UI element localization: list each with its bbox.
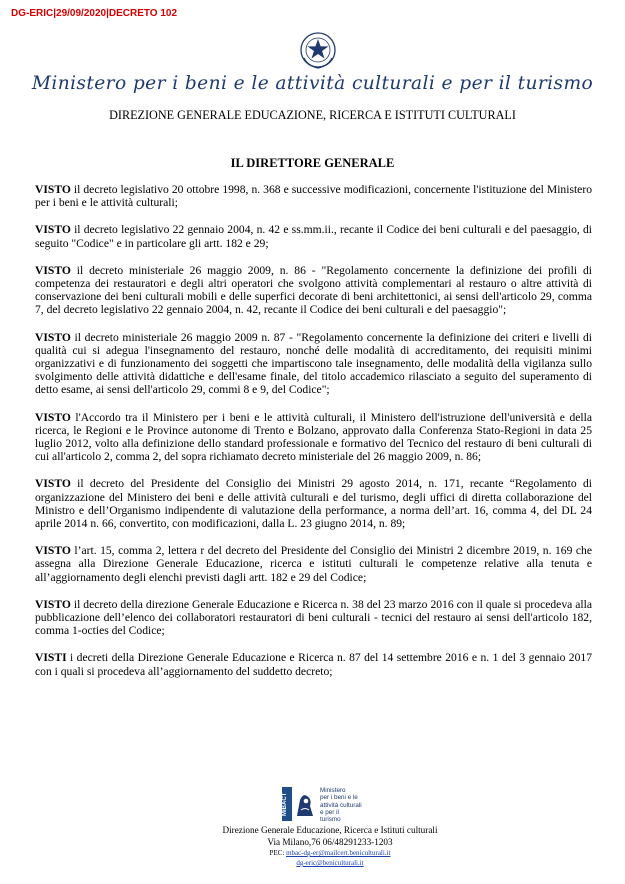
recital-keyword: VISTO [35,410,71,424]
logo-text: Ministero per i beni e le attività culturali e per il turismo [320,787,362,824]
pec-label: PEC: [269,849,287,857]
recital-paragraph [35,598,592,638]
ministry-name: Ministero per i beni e le attività culturali e per il turismo [31,72,594,94]
recital-keyword: VISTO [35,223,71,237]
mibact-mark-icon [294,790,316,818]
italian-republic-emblem-icon [298,30,338,70]
recital-keyword: VISTO [35,544,71,558]
recital-text: il decreto legislativo 20 ottobre 1998, n. 368 e successive modificazioni, concernente l'istituzione del Ministero per i beni e le attività culturali; [35,183,592,210]
document-body [35,183,592,692]
recital-keyword: VISTO [35,597,71,611]
recital-text: il decreto ministeriale 26 maggio 2009, n. 86 - "Regolamento concernente la definizione dei profili di competenza dei restauratori e degli altri operatori che svolgono attività complementari al restauro o altre attività di conservazione dei beni culturali mobili e delle superfici decorate di beni architettonici, ai sensi dell'articolo 29, comma 7, del decreto legislativo 22 gennaio 2004, n. 42, recante il Codice dei beni culturali e del paesaggio"; [35,263,592,317]
recital-paragraph [35,264,592,317]
recital-keyword: VISTI [35,651,67,665]
recital-paragraph [35,183,592,209]
recital-text: il decreto della direzione Generale Educazione e Ricerca n. 38 del 23 marzo 2016 con il quale si procedeva alla pubblicazione dell’elenco dei collaboratori restauratori di beni culturali - tecnici del restauro ai sensi dell'articolo 182, comma 1-octies del Codice; [35,597,592,638]
recital-paragraph [35,223,592,249]
recital-text: l’art. 15, comma 2, lettera r del decreto del Presidente del Consiglio dei Ministri 2 dicembre 2019, n. 169 che assegna alla Direzione Generale Educazione, ricerca e istituti culturali le competenze relative alla tenuta e all’aggiornamento degli elenchi previsti dagli artt. 182 e 29 del Codice; [35,544,592,584]
recital-text: il decreto legislativo 22 gennaio 2004, n. 42 e ss.mm.ii., recante il Codice dei beni culturali e del paesaggio, di seguito "Codice" e in particolare gli artt. 182 e 29; [35,223,592,250]
footer-pec [0,849,625,857]
recital-text: il decreto ministeriale 26 maggio 2009 n. 87 - "Regolamento concernente la definizione dei criteri e livelli di qualità cui si adegua l'insegnamento del restauro, nonché delle modalità di accreditamento, dei requisiti minimi organizzativi e di funzionamento dei soggetti che impartiscono tale insegnamento, delle modalità della vigilanza sullo svolgimento delle attività didattiche e dell'esame finale, del titolo accademico rilasciato a seguito del superamento di detto esame, ai sensi dell'articolo 29, commi 8 e 9, del Codice"; [35,330,592,397]
recital-keyword: VISTO [35,263,71,277]
recital-keyword: VISTO [35,183,71,196]
recital-paragraph [35,411,592,464]
direction-name: DIREZIONE GENERALE EDUCAZIONE, RICERCA E ISTITUTI CULTURALI [109,108,516,122]
recital-paragraph [35,544,592,584]
recital-paragraph [35,477,592,530]
recital-paragraph [35,651,592,677]
footer-address: Via Milano,76 06/48291233-1203 [267,837,393,847]
footer-email [0,859,625,867]
logo-badge: MiBACT [282,787,292,821]
mibact-logo [282,787,378,823]
recital-text: il decreto del Presidente del Consiglio dei Ministri 29 agosto 2014, n. 171, recante “Regolamento di organizzazione del Ministero dei beni e delle attività culturali e del turismo, degli uffici di diretta collaborazione del Ministro e dell’Organismo indipendente di valutazione della performance, a norma dell’art. 16, comma 4, del DL 24 aprile 2014 n. 66, convertito, con modificazioni, dalla L. 23 giugno 2014, n. 89; [35,477,592,531]
document-title: IL DIRETTORE GENERALE [230,156,395,170]
protocol-number: DG-ERIC|29/09/2020|DECRETO 102 [11,8,178,19]
recital-paragraph [35,331,592,397]
recital-keyword: VISTO [35,330,71,344]
recital-keyword: VISTO [35,477,71,491]
recital-text: i decreti della Direzione Generale Educazione e Ricerca n. 87 del 14 settembre 2016 e n. 1 del 3 gennaio 2017 con i quali si procedeva all’aggiornamento del suddetto decreto; [35,651,592,678]
footer-office: Direzione Generale Educazione, Ricerca e Istituti culturali [222,825,438,835]
pec-link[interactable]: mbac-dg-er@mailcert.beniculturali.it [286,849,391,857]
recital-text: l'Accordo tra il Ministero per i beni e le attività culturali, il Ministero dell'istruzione dell'università e della ricerca, le Regioni e le Province autonome di Trento e Bolzano, approvato dalla Conferenza Stato-Regioni in data 25 luglio 2012, volto alla definizione dello standard professionale e formativo del Tecnico del restauro di beni culturali di cui all'articolo 2, comma 2, del sopra richiamato decreto ministeriale del 26 maggio 2009, n. 86; [35,410,592,464]
email-link[interactable]: dg-eric@beniculturali.it [296,859,364,867]
